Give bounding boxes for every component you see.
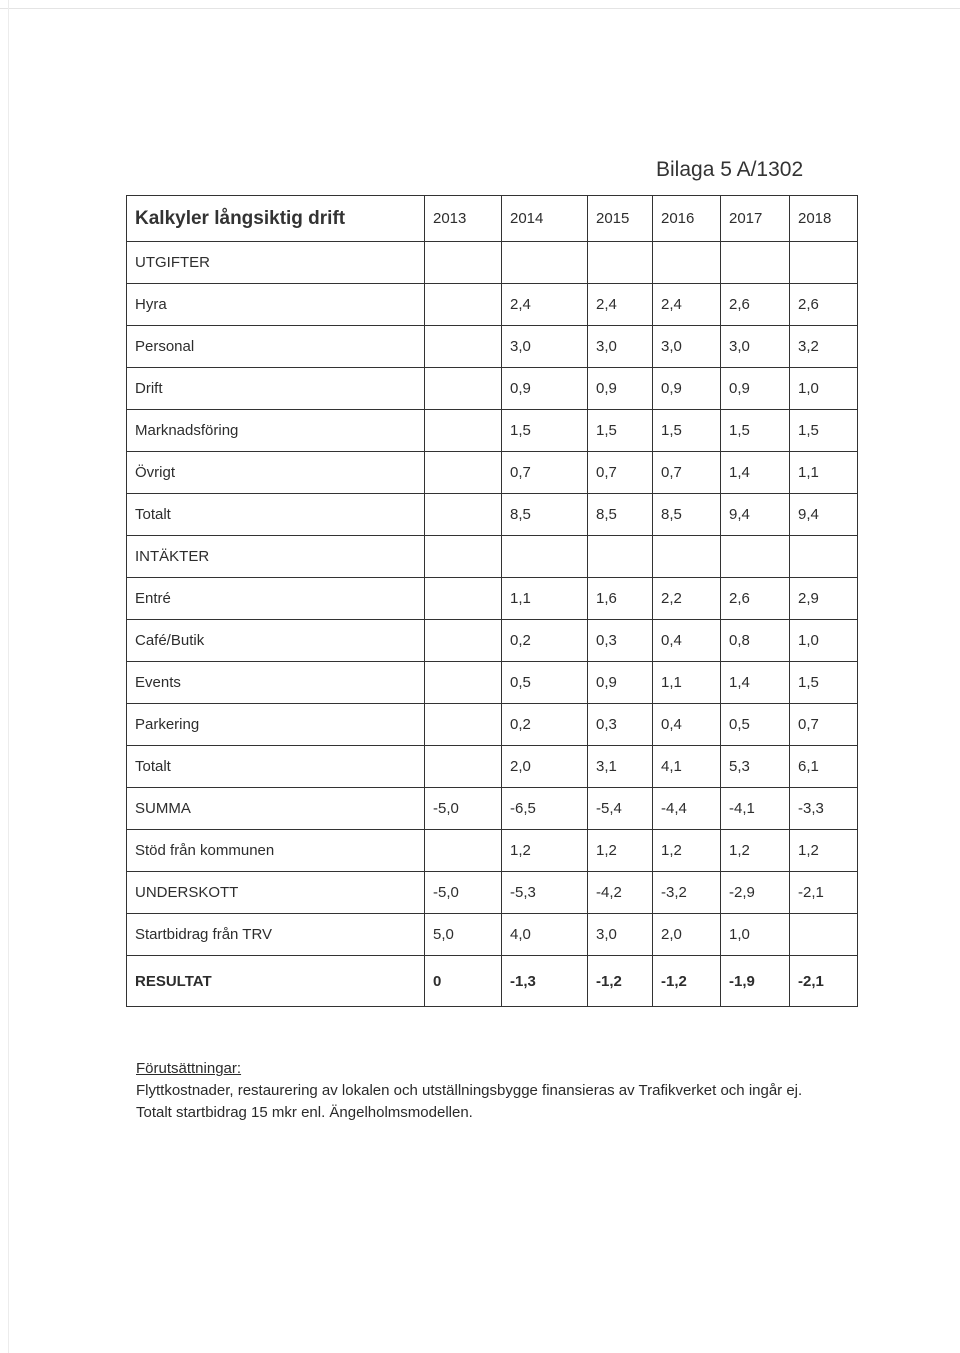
table-cell: 2,4 [588, 284, 653, 326]
table-cell [790, 242, 858, 284]
table-cell [502, 242, 588, 284]
scan-edge-left [8, 0, 9, 1353]
section-label: UTGIFTER [127, 242, 425, 284]
table-cell: -1,2 [588, 956, 653, 1007]
table-cell: 1,0 [790, 368, 858, 410]
table-header-row [127, 196, 858, 242]
table-cell: 5,3 [721, 746, 790, 788]
table-cell: 1,2 [502, 830, 588, 872]
section-label: RESULTAT [127, 956, 425, 1007]
table-cell: 0,3 [588, 704, 653, 746]
table-cell: 5,0 [425, 914, 502, 956]
table-cell: -3,2 [653, 872, 721, 914]
table-cell [425, 284, 502, 326]
table-cell: -3,3 [790, 788, 858, 830]
table-cell [425, 326, 502, 368]
section-label: INTÄKTER [127, 536, 425, 578]
table-cell: 0,4 [653, 620, 721, 662]
table-cell: -1,2 [653, 956, 721, 1007]
notes-line: Totalt startbidrag 15 mkr enl. Ängelholmsmodellen. [136, 1104, 473, 1121]
table-row [127, 830, 858, 872]
table-cell: 2,9 [790, 578, 858, 620]
assumptions-notes [136, 1058, 802, 1124]
table-cell: 3,0 [502, 326, 588, 368]
table-cell: -5,3 [502, 872, 588, 914]
table-cell: 0,4 [653, 704, 721, 746]
table-cell: -1,9 [721, 956, 790, 1007]
table-cell: 3,0 [588, 914, 653, 956]
table-cell: -4,4 [653, 788, 721, 830]
table-cell: 6,1 [790, 746, 858, 788]
table-cell: 0,5 [721, 704, 790, 746]
row-label: Stöd från kommunen [127, 830, 425, 872]
year-header: 2016 [653, 196, 721, 242]
table-cell: 0,9 [721, 368, 790, 410]
notes-heading: Förutsättningar: [136, 1060, 242, 1077]
table-cell: 1,2 [653, 830, 721, 872]
table-cell: 0,5 [502, 662, 588, 704]
row-label: Totalt [127, 746, 425, 788]
table-cell: 0,9 [588, 368, 653, 410]
table-cell: -5,0 [425, 788, 502, 830]
table-cell: -5,0 [425, 872, 502, 914]
table-cell [425, 410, 502, 452]
year-header: 2017 [721, 196, 790, 242]
table-cell [425, 830, 502, 872]
table-cell: 0 [425, 956, 502, 1007]
table-cell: -2,1 [790, 956, 858, 1007]
table-cell [425, 368, 502, 410]
table-cell [653, 536, 721, 578]
row-label: Marknadsföring [127, 410, 425, 452]
table-row [127, 662, 858, 704]
table-cell: 2,6 [721, 284, 790, 326]
table-cell: 0,7 [653, 452, 721, 494]
row-label: Startbidrag från TRV [127, 914, 425, 956]
scan-edge-top [0, 8, 960, 9]
table-row [127, 578, 858, 620]
table-cell [425, 536, 502, 578]
table-cell [653, 242, 721, 284]
table-title: Kalkyler långsiktig drift [127, 196, 425, 242]
table-cell: 0,9 [653, 368, 721, 410]
table-cell: 8,5 [588, 494, 653, 536]
table-cell: 1,5 [588, 410, 653, 452]
row-label: Events [127, 662, 425, 704]
table-row [127, 620, 858, 662]
table-row [127, 746, 858, 788]
table-cell: 9,4 [790, 494, 858, 536]
table-row [127, 536, 858, 578]
table-cell: -5,4 [588, 788, 653, 830]
table-row [127, 872, 858, 914]
table-cell: 0,2 [502, 620, 588, 662]
table-cell [588, 242, 653, 284]
table-cell: 1,1 [790, 452, 858, 494]
table-cell [790, 914, 858, 956]
table-cell: 1,2 [790, 830, 858, 872]
table-row [127, 368, 858, 410]
table-cell: 2,2 [653, 578, 721, 620]
table-row [127, 410, 858, 452]
table-cell [588, 536, 653, 578]
table-cell [425, 620, 502, 662]
table-row [127, 452, 858, 494]
table-cell: 8,5 [502, 494, 588, 536]
table-cell: 1,5 [653, 410, 721, 452]
table-cell [425, 662, 502, 704]
table-cell: 2,6 [721, 578, 790, 620]
table-cell: 9,4 [721, 494, 790, 536]
table-cell [721, 536, 790, 578]
table-cell: -4,2 [588, 872, 653, 914]
table-cell: -4,1 [721, 788, 790, 830]
year-header: 2015 [588, 196, 653, 242]
attachment-reference: Bilaga 5 A/1302 [656, 158, 804, 181]
table-cell: 0,2 [502, 704, 588, 746]
table-row [127, 326, 858, 368]
table-cell: 2,4 [502, 284, 588, 326]
table-row [127, 242, 858, 284]
row-label: Övrigt [127, 452, 425, 494]
table-cell [425, 452, 502, 494]
table-cell [425, 704, 502, 746]
table-row [127, 914, 858, 956]
table-cell: 2,6 [790, 284, 858, 326]
row-label: Personal [127, 326, 425, 368]
table-cell: 1,1 [502, 578, 588, 620]
table-cell: 1,5 [790, 662, 858, 704]
table-cell: 1,5 [502, 410, 588, 452]
table-cell: 0,7 [502, 452, 588, 494]
table-cell: 1,1 [653, 662, 721, 704]
table-cell: 0,9 [588, 662, 653, 704]
table-cell: 1,2 [588, 830, 653, 872]
section-label: UNDERSKOTT [127, 872, 425, 914]
table-cell [425, 242, 502, 284]
table-cell: -6,5 [502, 788, 588, 830]
row-label: Café/Butik [127, 620, 425, 662]
table-cell: 4,0 [502, 914, 588, 956]
table-row [127, 788, 858, 830]
result-row [127, 956, 858, 1007]
table-cell: 3,0 [588, 326, 653, 368]
row-label: Drift [127, 368, 425, 410]
table-cell: 0,9 [502, 368, 588, 410]
table-cell: 0,8 [721, 620, 790, 662]
table-cell: 1,0 [721, 914, 790, 956]
year-header: 2014 [502, 196, 588, 242]
table-cell: 3,0 [653, 326, 721, 368]
table-cell: 2,4 [653, 284, 721, 326]
table-cell [425, 746, 502, 788]
row-label: Totalt [127, 494, 425, 536]
table-cell: 1,0 [790, 620, 858, 662]
table-row [127, 284, 858, 326]
table-cell [721, 242, 790, 284]
table-cell: 3,1 [588, 746, 653, 788]
table-cell: 4,1 [653, 746, 721, 788]
row-label: Entré [127, 578, 425, 620]
table-cell [425, 578, 502, 620]
calculation-table [126, 195, 858, 1007]
table-cell [425, 494, 502, 536]
table-cell: 1,2 [721, 830, 790, 872]
table-cell: 2,0 [653, 914, 721, 956]
table-row [127, 704, 858, 746]
table-cell [502, 536, 588, 578]
table-cell: -1,3 [502, 956, 588, 1007]
year-header: 2018 [790, 196, 858, 242]
table-cell: 1,6 [588, 578, 653, 620]
table-cell: 8,5 [653, 494, 721, 536]
table-cell: 1,4 [721, 662, 790, 704]
row-label: Parkering [127, 704, 425, 746]
section-label: SUMMA [127, 788, 425, 830]
table-cell: 2,0 [502, 746, 588, 788]
table-cell: 3,2 [790, 326, 858, 368]
table-cell: 1,4 [721, 452, 790, 494]
table-cell: 1,5 [790, 410, 858, 452]
table-cell: -2,9 [721, 872, 790, 914]
row-label: Hyra [127, 284, 425, 326]
table-cell: 0,7 [790, 704, 858, 746]
table-cell [790, 536, 858, 578]
notes-line: Flyttkostnader, restaurering av lokalen och utställningsbygge finansieras av Trafikverket och ingår ej. [136, 1082, 803, 1099]
year-header: 2013 [425, 196, 502, 242]
table-cell: 0,7 [588, 452, 653, 494]
table-cell: -2,1 [790, 872, 858, 914]
table-cell: 1,5 [721, 410, 790, 452]
table-row [127, 494, 858, 536]
table-cell: 0,3 [588, 620, 653, 662]
table-cell: 3,0 [721, 326, 790, 368]
